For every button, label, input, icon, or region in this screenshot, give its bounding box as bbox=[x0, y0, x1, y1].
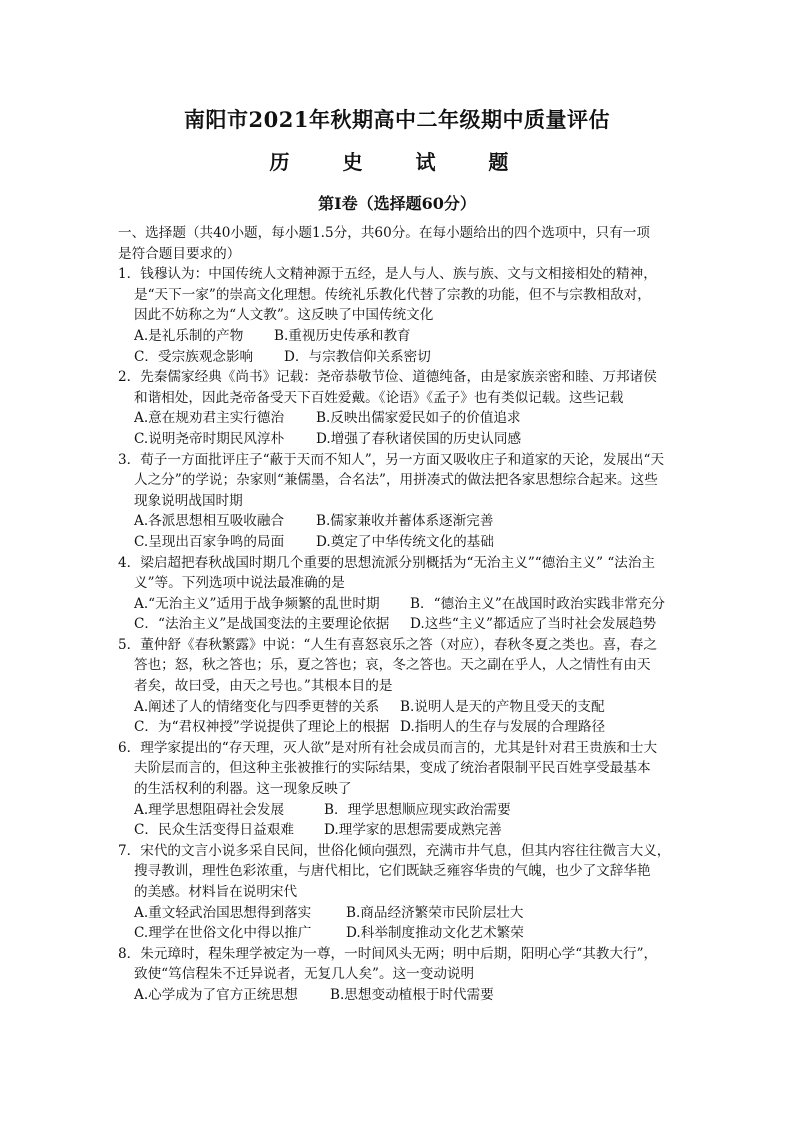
option-a: A.阐述了人的情绪变化与四季更替的关系 bbox=[134, 698, 380, 715]
option-row bbox=[118, 347, 684, 368]
question-stem-line: 因此不妨称之为“人文教”。这反映了中国传统文化 bbox=[134, 307, 434, 324]
question-stem-line: 7．宋代的文言小说多采自民间，世俗化倾向强烈，充满市井气息，但其内容往往微言大义， bbox=[118, 842, 671, 859]
question-3 bbox=[118, 450, 684, 553]
option-row bbox=[118, 532, 684, 553]
option-row bbox=[118, 903, 684, 924]
option-row bbox=[118, 800, 684, 821]
question-stem-line: 2．先秦儒家经典《尚书》记载：尧帝恭敬节俭、道德纯备，由是家族亲密和睦、万邦诸侯 bbox=[118, 369, 657, 386]
option-row bbox=[118, 326, 684, 347]
question-stem-line: 3．荀子一方面批评庄子“蔽于天而不知人”，另一方面又吸收庄子和道家的天论，发展出“天 bbox=[118, 451, 665, 468]
question-8 bbox=[118, 944, 684, 1006]
question-stem-line: 的美感。材料旨在说明宋代 bbox=[134, 884, 298, 900]
option-b: B.重视历史传承和教育 bbox=[274, 327, 411, 344]
option-row bbox=[118, 985, 684, 1006]
question-stem-line: 4．梁启超把春秋战国时期几个重要的思想流派分别概括为“无治主义”“德治主义” “法治主 bbox=[118, 554, 656, 571]
question-stem-line: 人之分”的学说；杂家则“兼儒墨，合名法”，用拼凑式的做法把各家思想综合起来。这些 bbox=[134, 472, 658, 489]
option-d: D.奠定了中华传统文化的基础 bbox=[316, 533, 494, 550]
option-row bbox=[118, 429, 684, 450]
option-row bbox=[118, 820, 684, 841]
question-7 bbox=[118, 841, 684, 944]
option-a: A.各派思想相互吸收融合 bbox=[134, 513, 285, 530]
question-1 bbox=[118, 264, 684, 367]
option-c: C．为“君权神授”学说提供了理论上的根据 bbox=[134, 719, 390, 736]
option-row bbox=[118, 614, 684, 635]
question-stem-line: 1．钱穆认为：中国传统人文精神源于五经，是人与人、族与族、文与文相接相处的精神， bbox=[118, 266, 657, 283]
option-c: C．“法治主义”是战国变法的主要理论依据 bbox=[134, 616, 390, 633]
question-5 bbox=[118, 635, 684, 738]
option-b: B.商品经济繁荣市民阶层壮大 bbox=[346, 904, 524, 921]
option-b: B.思想变动植根于时代需要 bbox=[330, 986, 494, 1003]
option-row bbox=[118, 511, 684, 532]
option-c: C.理学在世俗文化中得以推广 bbox=[134, 925, 312, 942]
question-stem-line: 是“天下一家”的崇高文化理想。传统礼乐教化代替了宗教的功能，但不与宗教相敌对， bbox=[134, 286, 651, 303]
option-d: D.指明人的生存与发展的合理路径 bbox=[400, 719, 606, 736]
question-stem-line: 现象说明战国时期 bbox=[134, 492, 243, 509]
option-b: B.儒家兼收并蓄体系逐渐完善 bbox=[316, 513, 494, 530]
exam-title: 南阳市2021年秋期高中二年级期中质量评估 bbox=[184, 107, 610, 132]
option-d: D.增强了春秋诸侯国的历史认同感 bbox=[316, 430, 522, 447]
section-heading: 第Ⅰ卷（选择题60分） bbox=[318, 194, 476, 213]
option-c: C．民众生活变得日益艰难 bbox=[134, 822, 294, 839]
instructions-line: 一、选择题（共40小题，每小题1.5分，共60分。在每小题给出的四个选项中，只有一项 bbox=[118, 225, 650, 241]
option-row bbox=[118, 408, 684, 429]
question-stem-line: 义”等。下列选项中说法最准确的是 bbox=[134, 575, 345, 592]
option-a: A.“无治主义”适用于战争频繁的乱世时期 bbox=[134, 595, 380, 612]
question-stem-line: 夫阶层而言的，但这种主张被推行的实际结果，变成了统治者限制平民百姓享受最基本 bbox=[134, 760, 651, 777]
question-stem-line: 6．理学家提出的“存天理，灭人欲”是对所有社会成员而言的，尤其是针对君王贵族和士大 bbox=[118, 739, 658, 756]
option-a: A.重文轻武治国思想得到落实 bbox=[134, 904, 312, 921]
option-c: C.呈现出百家争鸣的局面 bbox=[134, 533, 285, 550]
option-b: B.说明人是天的产物且受天的支配 bbox=[400, 698, 605, 715]
question-2 bbox=[118, 367, 684, 449]
option-b: B.反映出儒家爱民如子的价值追求 bbox=[316, 410, 521, 427]
question-stem-line: 的生活权利的利器。这一现象反映了 bbox=[134, 781, 352, 798]
question-6 bbox=[118, 738, 684, 841]
option-c: C.说明尧帝时期民风淳朴 bbox=[134, 430, 285, 447]
option-d: D.科举制度推动文化艺术繁荣 bbox=[346, 925, 524, 942]
question-stem-line: 5．董仲舒《春秋繁露》中说：“人生有喜怒哀乐之答（对应），春秋冬夏之类也。喜，春之 bbox=[118, 636, 657, 653]
question-stem-line: 答也；怒，秋之答也；乐，夏之答也；哀，冬之答也。天之副在乎人，人之情性有由天 bbox=[134, 657, 651, 674]
option-c: C．受宗族观念影响 bbox=[134, 348, 254, 365]
option-b: B．理学思想顺应现实政治需要 bbox=[324, 801, 511, 818]
option-a: A.心学成为了官方正统思想 bbox=[134, 986, 298, 1003]
option-b: B．“德治主义”在战国时政治实践非常充分 bbox=[410, 595, 665, 612]
exam-subject: 历 史 试 题 bbox=[269, 150, 525, 174]
question-stem-line: 和谐相处，因此尧帝备受天下百姓爱戴。《论语》《孟子》也有类似记载。这些记载 bbox=[134, 389, 624, 406]
instructions-line: 是符合题目要求的） bbox=[118, 245, 241, 262]
question-stem-line: 者矣，故曰受，由天之号也。”其根本目的是 bbox=[134, 678, 393, 695]
question-stem-line: 致使“笃信程朱不迁异说者，无复几人矣”。这一变动说明 bbox=[134, 966, 475, 983]
option-a: A.是礼乐制的产物 bbox=[134, 327, 244, 344]
question-4 bbox=[118, 553, 684, 635]
option-row bbox=[118, 923, 684, 944]
option-a: A.理学思想阻碍社会发展 bbox=[134, 801, 285, 818]
exam-body bbox=[118, 223, 684, 1006]
question-stem-line: 搜寻教训，理性色彩浓重，与唐代相比，它们既缺乏雍容华贵的气魄，也少了文辞华艳 bbox=[134, 863, 651, 880]
question-stem-line: 8．朱元璋时，程朱理学被定为一尊，一时间风头无两；明中后期，阳明心学“其教大行”， bbox=[118, 945, 658, 962]
option-d: D.这些“主义”都适应了当时社会发展趋势 bbox=[410, 616, 657, 633]
option-d: D.理学家的思想需要成熟完善 bbox=[324, 822, 502, 839]
option-row bbox=[118, 594, 684, 615]
option-a: A.意在规劝君主实行德治 bbox=[134, 410, 285, 427]
option-row bbox=[118, 697, 684, 718]
option-row bbox=[118, 717, 684, 738]
option-d: D．与宗教信仰关系密切 bbox=[284, 348, 431, 365]
